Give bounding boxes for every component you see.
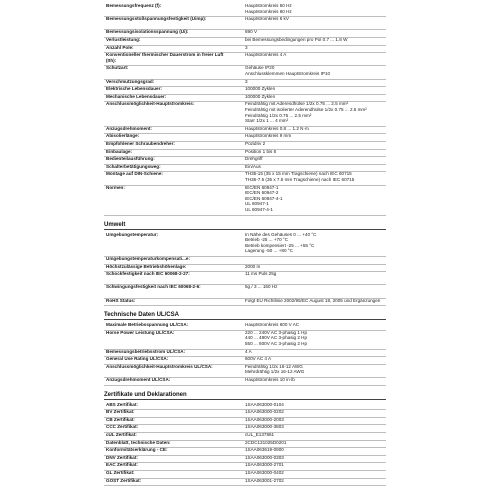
spec-value: UL 60947-4-1 xyxy=(245,206,273,212)
spec-values xyxy=(245,349,385,355)
spec-label: Schalterbetätigungsweg: xyxy=(106,163,161,169)
spec-row xyxy=(104,65,386,79)
spec-label: Anzahl Pole: xyxy=(106,44,134,50)
spec-values xyxy=(245,298,385,304)
spec-label: Montage auf DIN-Schiene: xyxy=(106,171,163,177)
spec-row xyxy=(104,232,386,257)
spec-label: GL Zertifikat: xyxy=(106,470,135,475)
spec-value: Position 1 bis 6 xyxy=(245,148,277,154)
spec-values xyxy=(245,16,385,22)
spec-value: Hauptstromkreis 10 in·lb xyxy=(245,377,295,382)
spec-value: IEC/EN 60947-1 xyxy=(245,184,279,190)
spec-value: IEC/EN 60947-4-1 xyxy=(245,195,283,201)
spec-value: Mehrdrähtig 1/2x 16-12 AWG xyxy=(245,369,305,375)
spec-values xyxy=(245,171,385,182)
spec-values xyxy=(245,364,385,375)
spec-value: 690 V xyxy=(245,29,258,35)
spec-values xyxy=(245,264,385,270)
spec-value: 1SAA063000-3803 xyxy=(245,424,284,430)
spec-values xyxy=(245,417,385,423)
spec-value: 1SAA063000-0402 xyxy=(245,470,284,475)
spec-value: 1SAA063619-0900 xyxy=(245,447,284,453)
spec-value: bei Bemessungsbedingungen pro Pol 0.7 ... 1.8 W xyxy=(245,37,348,42)
spec-values xyxy=(245,356,385,362)
spec-label: Verlustleistung: xyxy=(106,37,141,42)
spec-value: 1SAA063000-0303 xyxy=(245,454,284,460)
spec-values xyxy=(245,256,385,262)
spec-values xyxy=(245,101,385,123)
spec-label: Elektrische Lebensdauer: xyxy=(106,86,162,92)
spec-label: Anschlussmöglichkeit-Hauptstromkreis UL/CSA: xyxy=(106,363,213,369)
spec-value: 4 A xyxy=(245,348,252,354)
spec-values xyxy=(245,377,385,383)
spec-value: Lagerung -50 ... +80 °C xyxy=(245,248,293,254)
spec-label: Mechanische Lebensdauer: xyxy=(106,93,167,99)
spec-label: Bemessungsbetriebsstrom UL/CSA: xyxy=(106,348,186,354)
spec-value: Folgt EU Richtlinie 2002/95/EC August 18, 2005 und Ergänzungen xyxy=(245,297,381,303)
spec-value: Feindrähtig 1/2x 0.75 ... 2.5 mm² xyxy=(245,112,312,118)
spec-label: Bemessungsisolationsspannung (Ui): xyxy=(106,29,189,35)
spec-values xyxy=(245,478,385,484)
spec-label: Abisolierlänge: xyxy=(106,133,140,139)
spec-values xyxy=(245,470,385,476)
spec-label: Anzugsdrehmoment UL/CSA: xyxy=(106,377,171,382)
spec-values xyxy=(245,45,385,51)
spec-label: General Use Rating UL/CSA: xyxy=(106,356,169,362)
spec-row xyxy=(104,16,386,30)
spec-value: Hauptstromkreis 9 mm xyxy=(245,133,292,139)
spec-label: Bedienteilausführung: xyxy=(106,156,155,162)
section-title: Umwelt xyxy=(104,221,386,230)
spec-value: Gehäuse IP20 xyxy=(245,65,275,71)
spec-label: DNV Zertifikat: xyxy=(106,454,138,460)
spec-row xyxy=(104,377,386,386)
spec-values xyxy=(245,402,385,408)
spec-values xyxy=(245,455,385,461)
spec-value: 600V AC 4 A xyxy=(245,356,272,362)
spec-value: Hauptstromkreis 4 A xyxy=(245,52,287,58)
spec-row xyxy=(104,3,386,17)
spec-row xyxy=(104,52,386,66)
spec-values xyxy=(245,86,385,92)
spec-value: 3 xyxy=(245,44,248,50)
section-title: Zertifikate und Deklarationen xyxy=(104,391,386,400)
spec-values xyxy=(245,126,385,132)
spec-value: Hauptstromkreis 600 V AC xyxy=(245,322,300,328)
spec-label: Datenblatt, technische Daten: xyxy=(106,439,171,445)
spec-values xyxy=(245,185,385,213)
spec-label: CCC Zertifikat: xyxy=(106,424,139,430)
spec-value: 1SAA063000-0104 xyxy=(245,401,284,407)
spec-label: Schutzart: xyxy=(106,65,129,71)
spec-label: RoHS Status: xyxy=(106,297,136,303)
spec-label: Konformitätserklärung - CE: xyxy=(106,447,168,453)
spec-value: 1SAA063001-2702 xyxy=(245,477,284,483)
spec-value: Feindrähtig 1/2x 16-12 AWG xyxy=(245,363,303,369)
spec-value: Hauptstromkreis 0.8 ... 1.2 N·m xyxy=(245,125,309,131)
spec-label: ABS Zertifikat: xyxy=(106,401,138,407)
spec-values xyxy=(245,133,385,139)
spec-row xyxy=(104,298,386,307)
spec-value: cUL_E137861 xyxy=(245,432,275,437)
spec-value: 1SAA063000-2003 xyxy=(245,416,284,422)
spec-label: CB Zertifikat: xyxy=(106,416,135,422)
spec-row xyxy=(104,284,386,298)
spec-value: Hauptstromkreis 60 Hz xyxy=(245,8,292,14)
spec-value: Feindrähtig mit isolierter Aderendhülse 1/2x 0.75 ... 2.5 mm² xyxy=(245,106,367,112)
spec-label: EAC Zertifikat: xyxy=(106,462,138,468)
spec-value: 11 ms Puls 25g xyxy=(245,271,277,277)
spec-label: Umgebungstemperatur: xyxy=(106,231,159,237)
section-title: Technische Daten UL/CSA xyxy=(104,311,386,320)
spec-values xyxy=(245,156,385,162)
spec-value: 5g / 3 ... 150 Hz xyxy=(245,284,278,290)
spec-values xyxy=(245,284,385,290)
spec-value: TH35-7.5 (35 x 7.5 mm Tragschiene) nach IEC 60715 xyxy=(245,176,355,182)
spec-value: 440 ... 480V AC 3-phasig 2 Hp xyxy=(245,335,308,341)
spec-values xyxy=(245,149,385,155)
spec-values xyxy=(245,65,385,76)
spec-row xyxy=(104,171,386,185)
spec-value: 100000 Zyklen xyxy=(245,93,276,99)
spec-value: Feindrähtig mit Aderendhülse 1/2x 0.75 ... 2.5 mm² xyxy=(245,101,349,107)
spec-label: Verschmutzungsgrad: xyxy=(106,78,155,84)
spec-label: Maximale Betriebsspannung UL/CSA: xyxy=(106,322,189,328)
spec-value: Betrieb -25 ... +70 °C xyxy=(245,237,289,243)
spec-value: 550 ... 600V AC 3-phasig 2 Hp xyxy=(245,340,308,346)
spec-value: 1SAA063000-0202 xyxy=(245,409,284,415)
spec-value: 220 ... 240V AC 3-phasig 1 Hp xyxy=(245,329,308,335)
spec-row xyxy=(104,478,386,487)
spec-values xyxy=(245,141,385,147)
spec-label: Schwingungsfestigkeit nach IEC 60068-2-6: xyxy=(106,284,201,290)
spec-value: Drehgriff xyxy=(245,156,263,162)
spec-value: Pozidriv 2 xyxy=(245,141,266,146)
spec-label: Anzugsdrehmoment: xyxy=(106,125,152,131)
spec-label: cUL Zertifikat: xyxy=(106,432,137,437)
spec-values xyxy=(245,330,385,347)
spec-value: 2000 m xyxy=(245,263,261,269)
spec-label: Schockfestigkeit nach IEC 60068-2-27: xyxy=(106,271,190,277)
spec-values xyxy=(245,52,385,58)
spec-values xyxy=(245,409,385,415)
spec-value: Betrieb kompensiert -25 ... +55 °C xyxy=(245,242,315,248)
spec-values xyxy=(245,29,385,35)
spec-value: Ein/Aus xyxy=(245,163,261,169)
spec-label: Normen: xyxy=(106,184,125,190)
spec-label: Einbaulage: xyxy=(106,148,133,154)
spec-label: Anschlussmöglichkeit-Hauptstromkreis: xyxy=(106,101,195,107)
spec-values xyxy=(245,440,385,446)
spec-values xyxy=(245,79,385,85)
spec-values xyxy=(245,322,385,328)
spec-row xyxy=(104,271,386,285)
spec-values xyxy=(245,271,385,277)
spec-value: IEC/EN 60947-2 xyxy=(245,190,279,196)
spec-values xyxy=(245,447,385,453)
spec-values xyxy=(245,232,385,254)
spec-label: Horse Power Leistung UL/CSA: xyxy=(106,329,175,335)
spec-value: UL 60947-1 xyxy=(245,201,269,207)
spec-label: Konventioneller thermischer Dauerstrom in freier Luft (Ith): xyxy=(106,52,224,63)
spec-value: 2CDC131025D0201 xyxy=(245,439,287,445)
spec-values xyxy=(245,432,385,438)
spec-label: GOST Zertifikat: xyxy=(106,477,142,483)
spec-value: In Nähe des Gehäuses 0 ... +40 °C xyxy=(245,231,317,237)
spec-value xyxy=(245,256,385,262)
spec-label: Empfohlener Schraubendreher: xyxy=(106,141,175,146)
spec-values xyxy=(245,424,385,430)
spec-values xyxy=(245,462,385,468)
spec-row xyxy=(104,185,386,216)
spec-values xyxy=(245,3,385,14)
spec-value: TH35-15 (35 x 15 mm Tragschiene) nach IEC 60715 xyxy=(245,171,352,177)
spec-row xyxy=(104,101,386,126)
spec-label: Bemessungsstoßspannungsfestigkeit (Uimp): xyxy=(106,16,207,22)
spec-value: 1SAA063000-2701 xyxy=(245,462,284,468)
spec-values xyxy=(245,37,385,43)
spec-label: Bemessungsfrequenz (f): xyxy=(106,3,162,8)
spec-values xyxy=(245,164,385,170)
spec-label: Höchstzulässige Betriebshöhenlage: xyxy=(106,263,187,269)
spec-row xyxy=(104,364,386,378)
spec-value: 100000 Zyklen xyxy=(245,86,276,92)
spec-value: Starr 1/2x 1 ... 4 mm² xyxy=(245,118,289,124)
spec-value: Anschlussklemmen Hauptstromkreis IP10 xyxy=(245,70,331,76)
spec-row xyxy=(104,330,386,350)
spec-values xyxy=(245,94,385,100)
spec-label: BV Zertifikat: xyxy=(106,409,135,415)
spec-label: Umgebungstemperaturkompensati...e: xyxy=(106,256,190,261)
spec-value: 3 xyxy=(245,78,248,84)
spec-value: Hauptstromkreis 6 kV xyxy=(245,16,289,22)
spec-value: Hauptstromkreis 50 Hz xyxy=(245,3,292,8)
